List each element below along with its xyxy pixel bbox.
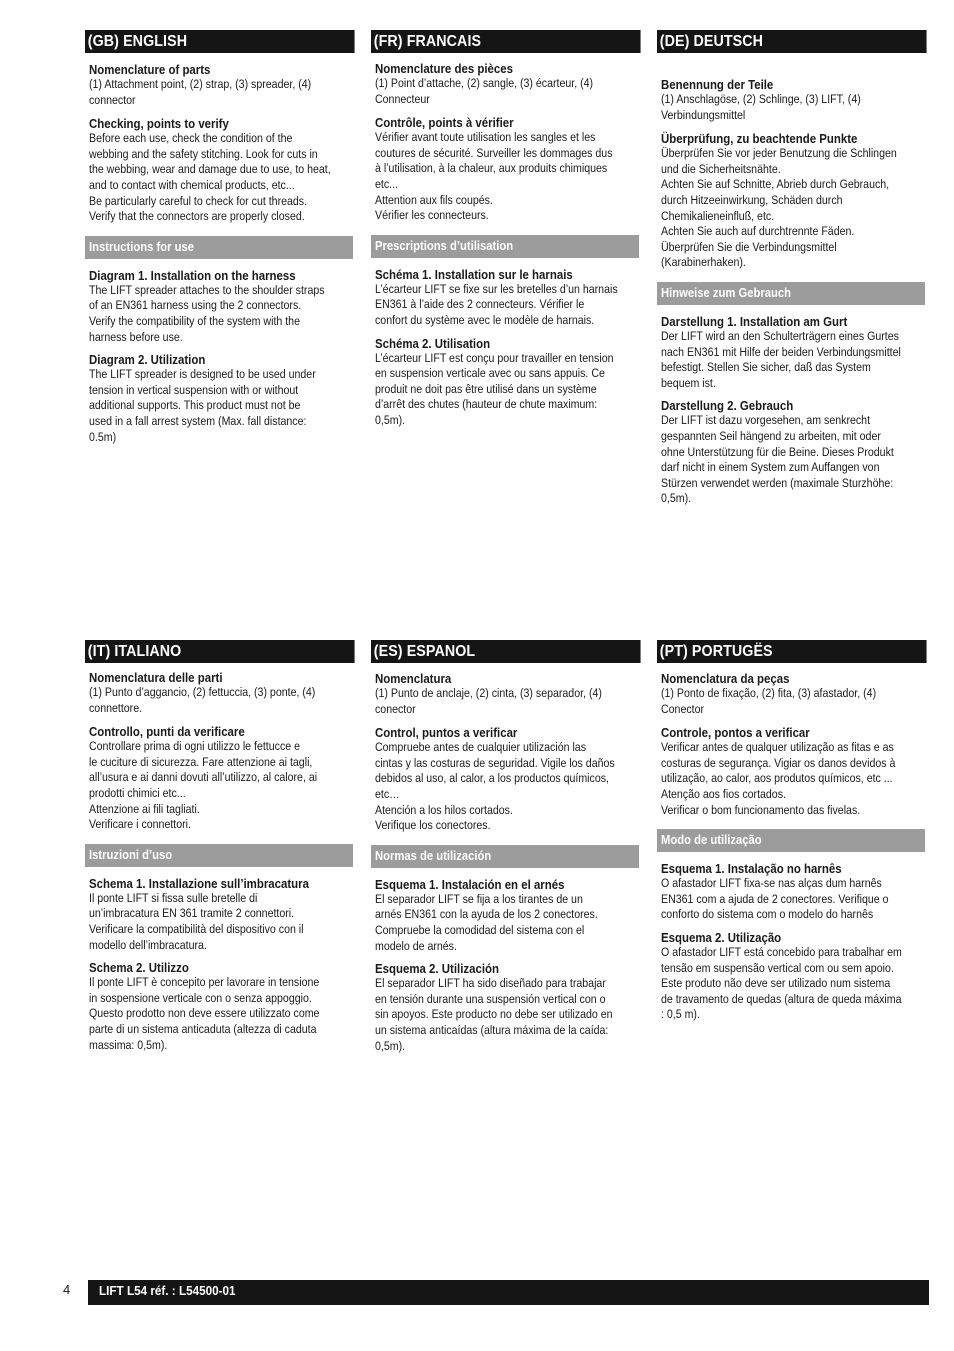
section-header: (FR) FRANCAIS	[371, 30, 641, 53]
parts-title: Nomenclature of parts	[89, 62, 211, 77]
parts-title: Nomenclatura	[375, 671, 452, 686]
diagram-2-title: Esquema 2. Utilização	[661, 929, 782, 945]
footer-bar	[88, 1280, 929, 1305]
instructions-bar: Instructions for use	[85, 236, 353, 259]
instructions-bar: Normas de utilización	[371, 845, 639, 868]
diagram-2-title: Esquema 2. Utilización	[375, 961, 499, 977]
section-header: (DE) DEUTSCH	[657, 30, 927, 53]
check-title: Checking, points to verify	[89, 116, 229, 132]
section-header: (ES) ESPANOL	[371, 640, 641, 663]
section-fr	[371, 30, 639, 429]
section-gb	[85, 30, 353, 445]
instructions-bar: Hinweise zum Gebrauch	[657, 282, 925, 305]
section-es	[371, 640, 639, 1054]
check-title: Controllo, punti da verificare	[89, 724, 245, 740]
parts-text: (1) Attachment point, (2) strap, (3) spreader, (4) connector	[89, 77, 312, 107]
parts-text: (1) Point d’attache, (2) sangle, (3) écarteur, (4) Connecteur	[375, 76, 594, 106]
diagram-2-text: Der LIFT ist dazu vorgesehen, am senkrecht gespannten Seil hängend zu arbeiten, mit oder ohne Unterstützung für die Beine. Dieses Produkt darf nicht in einem System zum Auffangen von Stürzen verwendet werden (maximale Sturzhöhe: 0,5m).	[661, 413, 894, 506]
section-header: (GB) ENGLISH	[85, 30, 355, 53]
check-title: Controle, pontos a verificar	[661, 725, 810, 741]
diagram-1-title: Diagram 1. Installation on the harness	[89, 267, 296, 283]
diagram-2-text: The LIFT spreader is designed to be used under tension in vertical suspension with or without additional supports. This product must not be used in a fall arrest system (Max. fall distance: 0.5m)	[89, 367, 316, 444]
diagram-2-title: Diagram 2. Utilization	[89, 352, 206, 368]
diagram-1-text: The LIFT spreader attaches to the shoulder straps of an EN361 harness using the 2 connectors. Verify the compatibility of the system with the harness before use.	[89, 282, 325, 344]
parts-text: (1) Punto de anclaje, (2) cinta, (3) separador, (4) conector	[375, 686, 602, 716]
diagram-1-title: Esquema 1. Instalación en el arnés	[375, 876, 565, 892]
section-header: (IT) ITALIANO	[85, 640, 355, 663]
section-it	[85, 640, 353, 1053]
diagram-2-text: El separador LIFT ha sido diseñado para trabajar en tensión durante una suspensión vertical con o sin apoyos. Este producto no debe ser utilizado en un sistema anticaídas (altura máxima de la caída: 0,5m).	[375, 976, 613, 1053]
check-text: Controllare prima di ogni utilizzo le fettucce e le cuciture di sicurezza. Fare attenzione ai tagli, all’usura e ai danni dovuti all’utilizzo, al calore, ai prodotti chimici etc... Attenzione ai fili tagliati. Verificare i connettori.	[89, 739, 318, 832]
check-text: Vérifier avant toute utilisation les sangles et les coutures de sécurité. Surveiller les dommages dus à l’utilisation, à la chaleur, aux produits chimiques etc... Attention aux fils coupés. Vérifier les connecteurs.	[375, 130, 613, 223]
diagram-1-text: Il ponte LIFT si fissa sulle bretelle di un’imbracatura EN 361 tramite 2 connettori. Verificare la compatibilità del dispositivo con il modello dell’imbracatura.	[89, 890, 304, 952]
diagram-2-title: Schema 2. Utilizzo	[89, 960, 189, 976]
check-text: Überprüfen Sie vor jeder Benutzung die Schlingen und die Sicherheitsnähte. Achten Sie auf Schnitte, Abrieb durch Gebrauch, durch Hitzeeinwirkung, Schäden durch Chemikalieneinfluß, etc. Achten Sie auch auf durchtrennte Fäden. Überprüfen Sie die Verbindungsmittel (Karabinerhaken).	[661, 146, 897, 270]
page-number: 4	[63, 1282, 71, 1297]
diagram-1-text: O afastador LIFT fixa-se nas alças dum harnês EN361 com a ajuda de 2 conectores. Verifique o conforto do sistema com o modelo do harnês	[661, 876, 889, 922]
check-text: Verificar antes de qualquer utilização as fitas e as costuras de segurança. Vigiar os danos devidos à utilização, ao calor, aos produtos químicos, etc ... Atenção aos fios cortados. Verificar o bom funcionamento das fivelas.	[661, 740, 896, 817]
parts-title: Nomenclature des pièces	[375, 61, 513, 76]
check-title: Überprüfung, zu beachtende Punkte	[661, 131, 858, 147]
check-title: Contrôle, points à vérifier	[375, 115, 514, 131]
diagram-1-title: Schéma 1. Installation sur le harnais	[375, 266, 573, 282]
section-header: (PT) PORTUGËS	[657, 640, 927, 663]
check-title: Control, puntos a verificar	[375, 725, 518, 741]
section-pt	[657, 640, 925, 1023]
diagram-2-text: O afastador LIFT está concebido para trabalhar em tensão em suspensão vertical com ou sem apoio. Este produto não deve ser utilizado num sistema de travamento de quedas (altura de queda máxima : 0,5 m).	[661, 944, 902, 1022]
diagram-1-text: L’écarteur LIFT se fixe sur les bretelles d’un harnais EN361 à l’aide des 2 connecteurs. Vérifier le confort du système avec le modèle de harnais.	[375, 281, 618, 327]
instructions-bar: Prescriptions d’utilisation	[371, 235, 639, 258]
diagram-2-title: Schéma 2. Utilisation	[375, 335, 491, 351]
parts-title: Benennung der Teile	[661, 77, 774, 92]
parts-text: (1) Ponto de fixação, (2) fita, (3) afastador, (4) Conector	[661, 686, 877, 716]
section-de	[657, 30, 925, 507]
instructions-bar: Istruzioni d’uso	[85, 844, 353, 867]
diagram-1-title: Darstellung 1. Installation am Gurt	[661, 313, 848, 329]
diagram-1-text: El separador LIFT se fija a los tirantes de un arnés EN361 con la ayuda de los 2 conectores. Compruebe la comodidad del sistema con el modelo de arnés.	[375, 891, 598, 953]
check-text: Compruebe antes de cualquier utilización las cintas y las costuras de seguridad. Vigile los daños debidos al uso, al calor, a los productos químicos, etc… Atención a los hilos cortados. Verifique los conectores.	[375, 740, 615, 833]
diagram-1-text: Der LIFT wird an den Schulterträgern eines Gurtes nach EN361 mit Hilfe der beiden Verbindungsmittel befestigt. Stellen Sie sicher, daß das System bequem ist.	[661, 328, 901, 390]
diagram-1-title: Esquema 1. Instalação no harnês	[661, 861, 842, 877]
diagram-2-text: L’écarteur LIFT est conçu pour travailler en tension en suspension verticale avec ou sans appuis. Ce produit ne doit pas être utilisé dans un système d’arrêt des chutes (hauteur de chute maximum: 0,5m).	[375, 350, 614, 427]
parts-text: (1) Anschlagöse, (2) Schlinge, (3) LIFT, (4) Verbindungsmittel	[661, 92, 861, 122]
diagram-2-title: Darstellung 2. Gebrauch	[661, 398, 794, 414]
parts-title: Nomenclatura da peças	[661, 671, 790, 686]
check-text: Before each use, check the condition of the webbing and the safety stitching. Look for cuts in the webbing, wear and damage due to use, to heat, and to contact with chemical products, etc... Be particularly careful to check for cut threads. Verify that the connectors are properly closed.	[89, 131, 331, 224]
instructions-bar: Modo de utilização	[657, 829, 925, 852]
footer-label: LIFT L54 réf. : L54500-01	[99, 1283, 236, 1298]
diagram-2-text: Il ponte LIFT è concepito per lavorare in tensione in sospensione verticale con o senza appoggio. Questo prodotto non deve essere utilizzato come parte di un sistema anticaduta (altezza di caduta massima: 0,5m).	[89, 975, 320, 1052]
diagram-1-title: Schema 1. Installazione sull’imbracatura	[89, 875, 309, 891]
parts-text: (1) Punto d’aggancio, (2) fettuccia, (3) ponte, (4) connettore.	[89, 685, 316, 715]
parts-title: Nomenclatura delle parti	[89, 670, 223, 685]
